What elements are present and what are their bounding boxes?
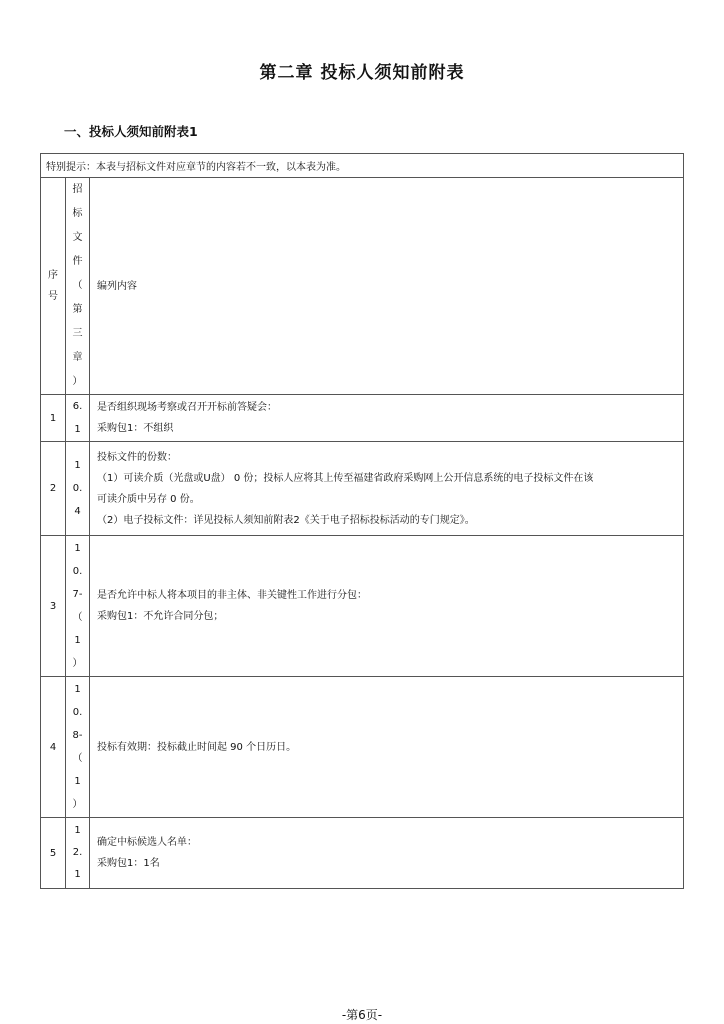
row-ref-char: （ (72, 612, 83, 623)
row-ref-char: 1 (74, 424, 81, 435)
content-line: （1）可读介质（光盘或U盘） 0 份；投标人应将其上传至福建省政府采购网上公开信息系统的电子投标文件在该 (97, 472, 594, 484)
content-line: （2）电子投标文件：详见投标人须知前附表2《关于电子招标投标活动的专门规定》。 (97, 514, 475, 526)
row-ref (66, 454, 89, 523)
row-ref-char: （ (72, 753, 83, 764)
content-line: 采购包1：不允许合同分包； (97, 611, 224, 622)
header-ref-char: 章 (72, 352, 83, 363)
row-ref-cell (66, 677, 90, 818)
header-content: 编列内容 (90, 178, 684, 395)
header-ref-char: 文 (72, 232, 83, 243)
section-heading: 一、投标人须知前附表1 (64, 124, 198, 139)
row-ref-char: 1 (74, 684, 81, 695)
row-ref-char: ） (72, 799, 83, 810)
content-line: 采购包1：1名 (97, 858, 160, 869)
special-notice: 特别提示：本表与招标文件对应章节的内容若不一致，以本表为准。 (41, 154, 684, 178)
content-line: 是否组织现场考察或召开开标前答疑会： (97, 402, 277, 413)
header-ref-char: 标 (72, 208, 83, 219)
row-ref-char: ） (72, 658, 83, 669)
content-line: 投标文件的份数： (97, 451, 177, 463)
row-ref (66, 395, 89, 441)
row-ref-char: 1 (74, 635, 81, 646)
row-ref-char: 6. (72, 401, 83, 412)
header-seq (41, 265, 65, 307)
table-row (41, 536, 684, 677)
content-line: 采购包1：不组织 (97, 423, 174, 434)
row-ref-cell (66, 818, 90, 889)
row-ref-cell (66, 442, 90, 536)
row-ref-cell (66, 536, 90, 677)
table-row (41, 395, 684, 442)
header-ref-char: （ (72, 280, 83, 291)
row-content (90, 536, 684, 677)
row-ref-char: 1 (74, 543, 81, 554)
row-seq: 5 (41, 818, 66, 889)
content-line: 是否允许中标人将本项目的非主体、非关键性工作进行分包： (97, 590, 367, 601)
row-ref-char: 1 (74, 776, 81, 787)
table-row (41, 677, 684, 818)
content-line: 可读介质中另存 0 份。 (97, 493, 200, 505)
row-ref-char: 0. (72, 707, 83, 718)
row-ref-char: 0. (72, 566, 83, 577)
row-ref-cell (66, 395, 90, 442)
row-seq: 2 (41, 442, 66, 536)
row-ref-char: 1 (74, 869, 81, 880)
header-ref-char: 第 (72, 304, 83, 315)
row-ref-char: 1 (74, 825, 81, 836)
header-seq-char: 号 (48, 291, 58, 302)
row-ref-char: 0. (72, 483, 83, 494)
page-number: -第6页- (341, 1008, 383, 1022)
notice-row (41, 154, 684, 178)
row-ref-char: 2. (72, 847, 83, 858)
header-row (41, 178, 684, 395)
row-ref (66, 820, 89, 886)
row-ref-char: 1 (74, 460, 81, 471)
row-seq: 4 (41, 677, 66, 818)
bid-notice-table (40, 153, 684, 889)
header-ref-char: 件 (72, 256, 83, 267)
header-ref-char: 招 (72, 184, 83, 195)
header-ref-char: 三 (72, 328, 83, 339)
page-title: 第二章 投标人须知前附表 (259, 63, 465, 83)
header-ref-char: ） (72, 376, 83, 387)
table-row (41, 818, 684, 889)
row-content (90, 395, 684, 442)
header-ref-cell (66, 178, 90, 395)
content-line: 确定中标候选人名单： (97, 837, 197, 848)
table-row (41, 442, 684, 536)
content-line: 投标有效期：投标截止时间起 90 个日历日。 (97, 741, 297, 753)
row-ref-char: 8- (72, 730, 83, 741)
header-seq-char: 序 (48, 270, 58, 281)
header-seq-cell (41, 178, 66, 395)
row-content (90, 677, 684, 818)
row-ref (66, 537, 89, 675)
row-seq: 1 (41, 395, 66, 442)
row-ref-char: 7- (72, 589, 83, 600)
row-seq: 3 (41, 536, 66, 677)
row-content (90, 818, 684, 889)
row-content (90, 442, 684, 536)
header-ref (66, 178, 89, 394)
row-ref-char: 4 (74, 506, 81, 517)
row-ref (66, 678, 89, 816)
